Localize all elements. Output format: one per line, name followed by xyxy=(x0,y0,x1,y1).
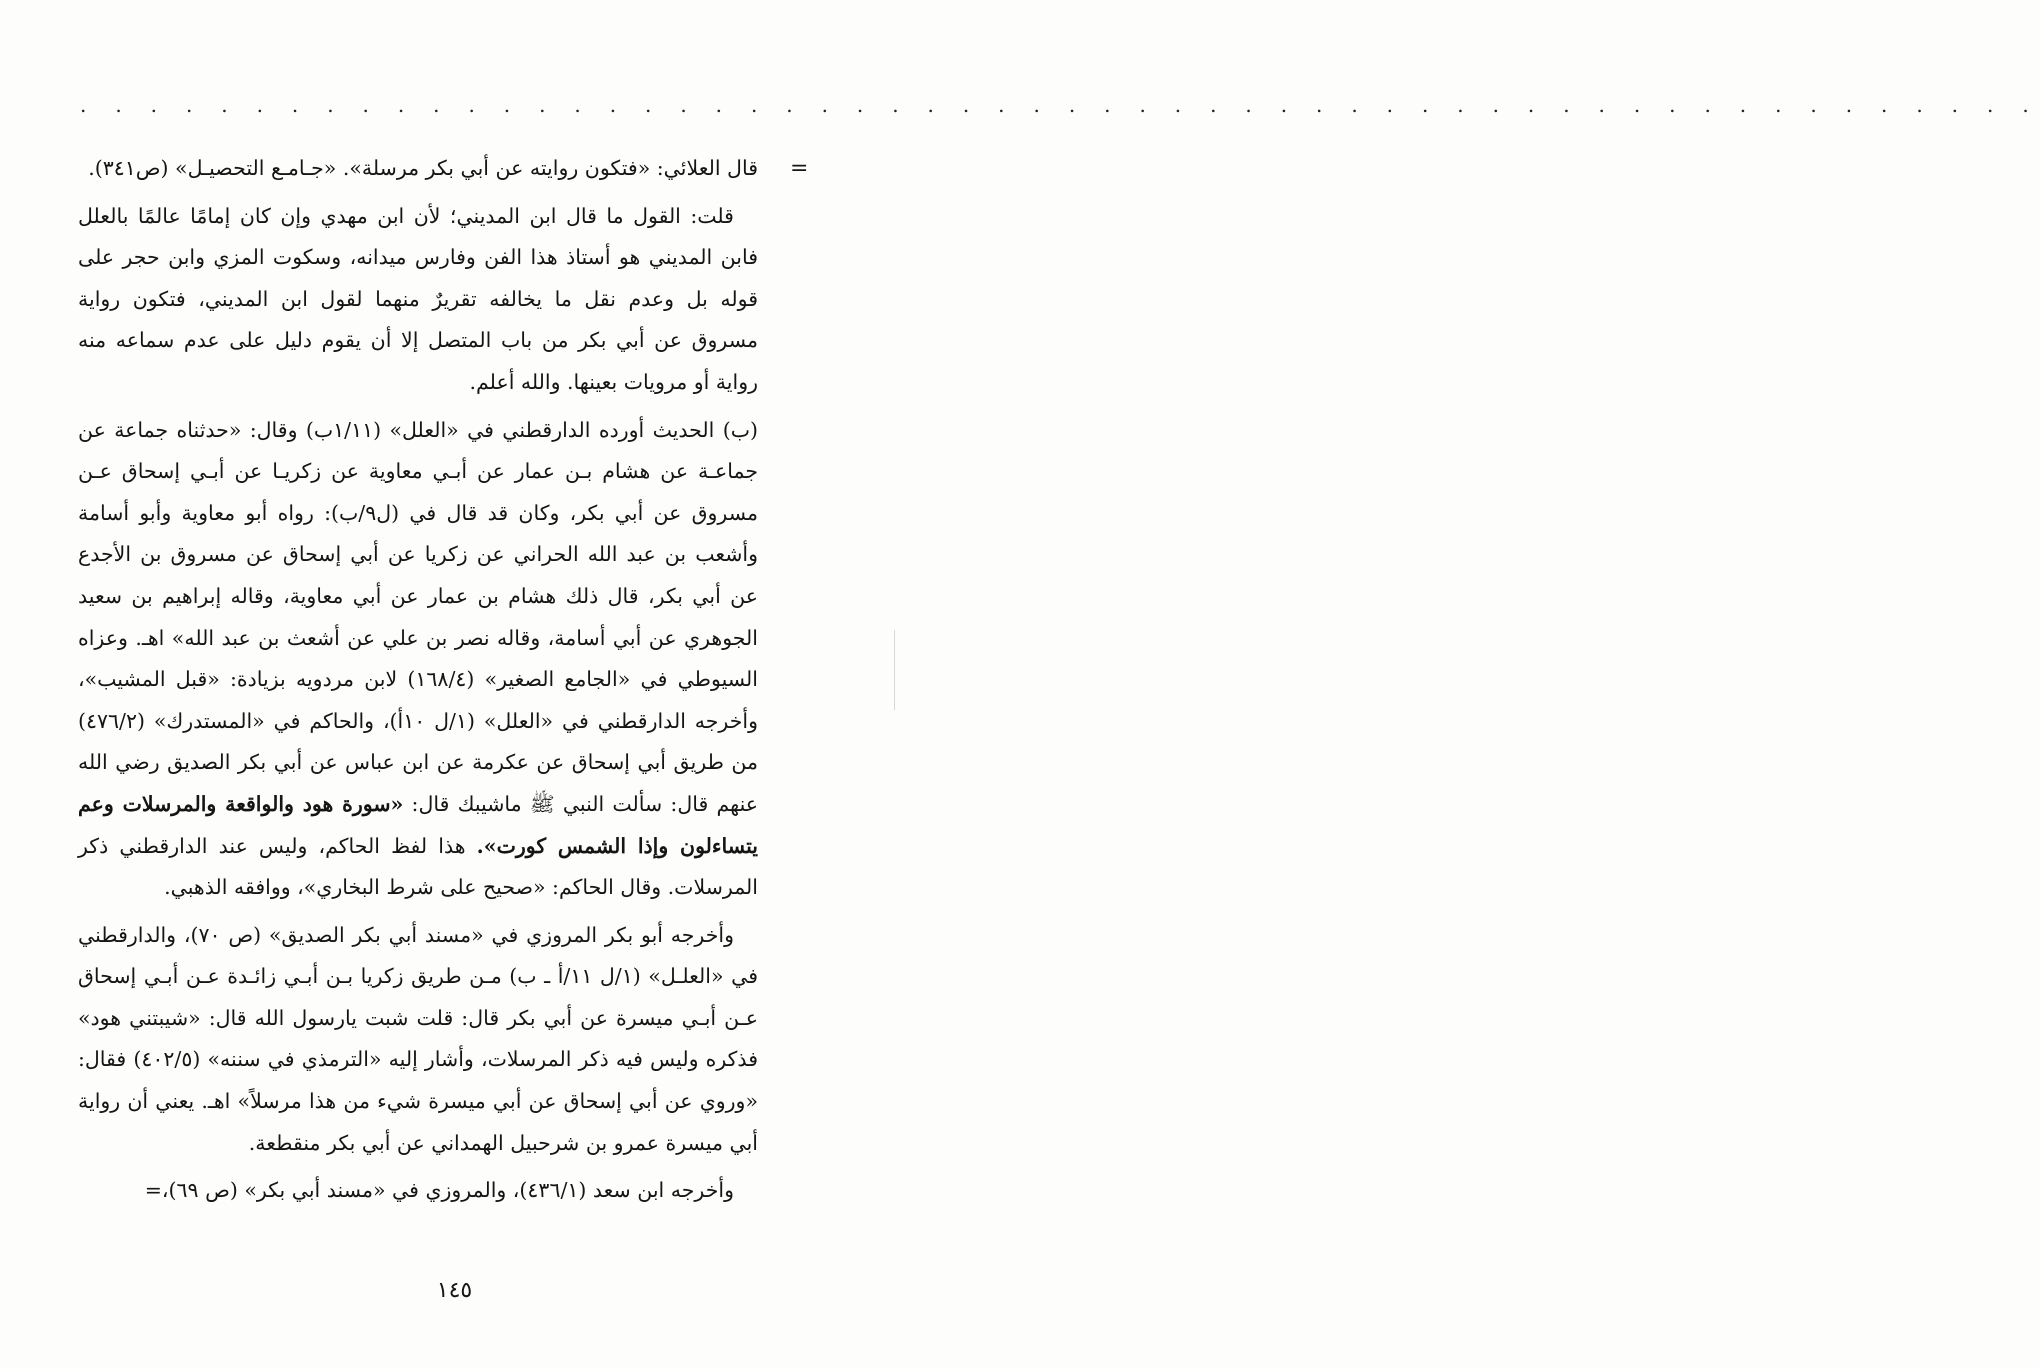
bold-quote: «سورة هود والواقعة والمرسلات وعم يتساءلون وإذا الشمس كورت». xyxy=(78,791,758,858)
continuation-mark: = xyxy=(790,156,809,181)
separator-dots: . . . . . . . . . . . . . . . . . . . . . . . . . . . . . . . . . . . . . . . . . . . . . . . . . . . . . . . . xyxy=(80,93,2040,117)
paragraph-b-text: (ب) الحديث أورده الدارقطني في «العلل» (١/١١ب) وقال: «حدثناه جماعة عن جماعـة عن هشام بـن عمار عن أبـي معاوية عن زكريـا عن أبـي إسحاق عـن مسروق عن أبي بكر، وكان قد قال في (ل٩/ب): رواه أبو معاوية وأبو أسامة وأشعب بن عبد الله الحراني عن زكريا عن أبي إسحاق عن مسروق بن الأجدع عن أبي بكر، قال ذلك هشام بن عمار عن أبي معاوية، وقاله إبراهيم بن سعيد الجوهري عن أبي أسامة، وقاله نصر بن علي عن أشعث بن عبد الله» اهـ. وعزاه السيوطي في «الجامع الصغير» (١٦٨/٤) لابن مردويه بزيادة: «قبل المشيب»، وأخرجه الدارقطني في «العلل» (١/ل ١٠أ)، والحاكم في «المستدرك» (٤٧٦/٢) من طريق أبي إسحاق عن عكرمة عن ابن عباس عن أبي بكر الصديق رضي الله عنهم قال: سألت النبي ﷺ ماشيبك قال: xyxy=(78,417,759,816)
paragraph-b-text-end: هذا لفظ الحاكم، وليس عند الدارقطني ذكر المرسلات. وقال الحاكم: «صحيح على شرط البخاري»، ووافقه الذهبي. xyxy=(78,833,758,900)
paragraph-ibn-saad: وأخرجه ابن سعد (٤٣٦/١)، والمروزي في «مسند أبي بكر» (ص ٦٩)،= xyxy=(144,1178,734,1203)
footnote-text xyxy=(78,148,758,1218)
page-number: ١٤٥ xyxy=(436,1278,473,1303)
paragraph-author-opinion: قلت: القول ما قال ابن المديني؛ لأن ابن مهدي وإن كان إمامًا عالمًا بالعلل فابن المديني هو أستاذ هذا الفن وفارس ميدانه، وسكوت المزي وابن حجر على قوله بل وعدم نقل ما يخالفه تقريرٌ منهما لقول ابن المديني، فتكون رواية مسروق عن أبي بكر من باب المتصل إلا أن يقوم دليل على عدم سماعه منه رواية أو مرويات بعينها. والله أعلم. xyxy=(78,203,758,394)
page-edge-line xyxy=(894,630,895,710)
paragraph-alalai: قال العلائي: «فتكون روايته عن أبي بكر مرسلة». «جـامـع التحصيـل» (ص٣٤١). xyxy=(88,156,758,180)
paragraph-b-hadith xyxy=(78,410,758,909)
paragraph-marwazi: وأخرجه أبو بكر المروزي في «مسند أبي بكر الصديق» (ص ٧٠)، والدارقطني في «العلـل» (١/ل ١١/أ ـ ب) مـن طريق زكريا بـن أبـي زائـدة عـن أبـي إسحاق عـن أبـي ميسرة عن أبي بكر قال: قلت شبت يارسول الله قال: «شيبتني هود» فذكره وليس فيه ذكر المرسلات، وأشار إليه «الترمذي في سننه» (٤٠٢/٥) فقال: «وروي عن أبي إسحاق عن أبي ميسرة شيء من هذا مرسلاً» اهـ. يعني أن رواية أبي ميسرة عمرو بن شرحبيل الهمداني عن أبي بكر منقطعة. xyxy=(78,922,758,1155)
